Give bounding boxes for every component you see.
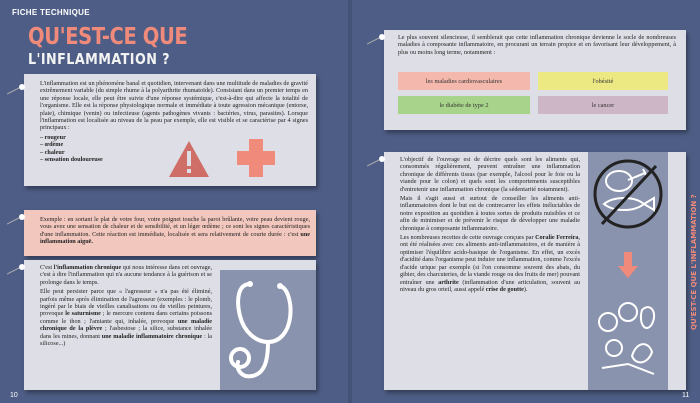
stethoscope-illustration — [220, 270, 316, 390]
objective-p3-mid: , ont été réalisées avec ces aliments anti-inflammatoires, et de manière à optimiser l'équilibre acido-basique de l'organisme. En effet, un excès d'acidité dans l'organisme peut induire une inflammation, comme l'excès d'acide urique par exemple (si l'on consomme souvent des abats, du gibier, des charcuteries, de la viande rouge ou des fruits de mer) pouvant entraîner une — [400, 234, 580, 286]
chronic-p2-bold: une maladie inflammatoire chronique — [101, 332, 203, 340]
medical-cross-icon — [236, 138, 276, 178]
author-name: Coralie Ferreira — [535, 234, 579, 242]
example-panel — [24, 210, 316, 256]
page-number-right: 11 — [682, 392, 690, 399]
sign-item: – œdème — [40, 141, 308, 148]
chronic-p2-bold: le saturnisme — [65, 310, 101, 318]
pushpin-icon — [7, 214, 27, 226]
chronic-p2-start: Elle peut persister parce que « l'agresseur » n'a pas été éliminé, parfois même après élimination de l'agresseur (exemples : le plomb, ingéré par le biais de vieilles canalisations ou de vieilles peintures, provoque — [40, 288, 212, 318]
objective-panel — [384, 152, 686, 390]
objective-p3-bold: crise de goutte — [485, 285, 524, 293]
definition-text: L'inflammation est un phénomène banal et quotidien, intervenant dans une multitude de maladies de gravité extrêmement variable (du simple rhume à la polyarthrite rhumatoïde). Consistant dans un premier temps en une réponse locale, elle peut être suivie d'une réponse systémique, c'est-à-dire qui affecte la totalité de l'organisme. Elle est la réponse physiologique normale et immédiate à toute agression mécanique (entorse, plaie), chimique (venin) ou infectieuse (agents pathogènes vivants : bactéries, virus, parasites). Lorsque l'inflammation est localisée au niveau de la peau par exemple, elle est visible et se caractérise par 4 signes principaux : — [40, 80, 308, 132]
page-subtitle: L'INFLAMMATION ? — [28, 50, 170, 68]
page-title: QU'EST-CE QUE — [28, 24, 188, 50]
disease-tag-cancer: le cancer — [538, 96, 668, 114]
chronic-panel — [24, 260, 316, 390]
objective-text — [400, 156, 580, 295]
sign-item: – chaleur — [40, 149, 308, 156]
pushpin-icon — [367, 34, 387, 46]
section-tag: FICHE TECHNIQUE — [12, 8, 90, 17]
sign-item: – rougeur — [40, 134, 308, 141]
objective-p3-bold: arthrite — [438, 278, 459, 286]
sign-item: – sensation douloureuse — [40, 156, 308, 163]
diseases-intro: Le plus souvent silencieuse, il semblerait que cette inflammation chronique devienne le socle de nombreuses maladies à composante inflammatoire, en procurant un terrain propice et en favorisant leur développement, à plus ou moins long terme, notamment : — [398, 34, 676, 56]
objective-p1: L'objectif de l'ouvrage est de décrire quels sont les aliments qui, consommés régulièrement, peuvent entraîner une inflammation chronique de différents tissus (par exemple, l'alcool pour le foie ou la viande pour le colon) et quels sont les comportements susceptibles d'entretenir une inflammation chronique (la sédentarité notamment). — [400, 156, 580, 193]
disease-tag-obesity: l'obésité — [538, 72, 668, 90]
chronic-p1-end: qui nous intéresse dans cet ouvrage, c'est à dire l'inflammation qui n'a aucune tendance à la guérison et se prolonge dans le temps. — [40, 264, 212, 286]
example-text — [40, 216, 310, 246]
objective-p3-end: ). — [523, 285, 528, 293]
pushpin-icon — [367, 156, 387, 168]
example-highlight: une inflammation aiguë. — [40, 230, 311, 246]
disease-tag-diabetes: le diabète de type 2 — [398, 96, 530, 114]
example-body: Exemple : en sortant le plat de votre four, votre poignet touche la paroi brûlante, votre peau devient rouge, vous avez une sensation de chaleur et de sensibilité, et un léger œdème ; ce sont les signes caractéristiques d'une inflammation. Cette réaction est immédiate, localisée et sera relativement de courte durée : c'est — [40, 216, 310, 238]
objective-p3-start: Les nombreuses recettes de cette ouvrage conçues par — [400, 234, 534, 242]
chronic-text — [40, 264, 212, 349]
running-title-vertical: QU'EST-CE QUE L'INFLAMMATION ? — [690, 194, 698, 330]
food-swap-icon — [588, 152, 668, 390]
chronic-p2-bold: une maladie chronique de la plèvre — [40, 317, 212, 333]
chronic-p1-start: C'est — [40, 264, 53, 271]
chronic-p2-mid: ; l'asbestose ; la silice, substance inhalée dans les mines, donnant — [40, 325, 212, 340]
chronic-p2-mid: ; le mercure contenu dans certains poissons comme le thon ; l'amiante qui, inhalée, provoque — [40, 310, 213, 325]
chronic-p1-bold: l'inflammation chronique — [53, 264, 122, 271]
disease-tag-cardio: les maladies cardiovasculaires — [398, 72, 530, 90]
objective-p3-mid: (inflammation d'une articulation, souvent au niveau du gros orteil, aussi appelé — [400, 278, 581, 293]
warning-icon — [168, 140, 210, 178]
pushpin-icon — [7, 84, 27, 96]
chronic-p2-end: : la silicose...) — [40, 332, 213, 348]
food-illustration — [588, 152, 668, 390]
objective-p2: Mais il s'agit aussi et surtout de conseiller les aliments anti-inflammatoires dont le but est de contrecarrer les effets inéluctables de notre exposition au quotidien à toutes sortes de produits nuisibles et ce afin de minimiser et de prévenir le risque de développer une maladie chronique à composante inflammatoire. — [400, 195, 580, 232]
page-number-left: 10 — [10, 392, 18, 399]
stethoscope-icon — [220, 270, 316, 390]
pushpin-icon — [7, 264, 27, 276]
